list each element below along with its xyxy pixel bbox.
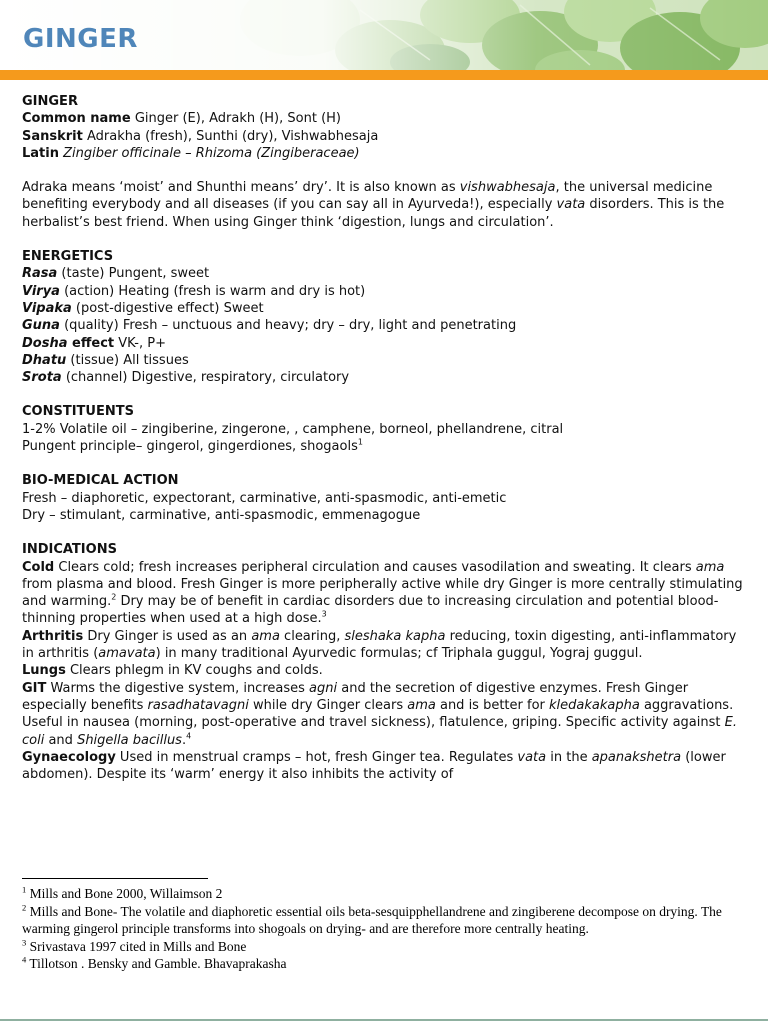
footnote-text: Mills and Bone- The volatile and diaphoretic essential oils beta-sesquipphellandrene and zingiberene decompose on drying. The warming gingerol principle transforms into shogoals on drying- and are therefore more centrally heating. xyxy=(22,903,722,937)
footnote-text: Srivastava 1997 cited in Mills and Bone xyxy=(26,938,247,954)
indication-label: Gynaecology xyxy=(22,749,116,765)
sanskrit-label: Sanskrit xyxy=(22,128,83,144)
latin-label: Latin xyxy=(22,145,59,161)
indication-text: Warms the digestive system, increases xyxy=(46,680,310,696)
page-header xyxy=(0,0,768,70)
indication-label: Cold xyxy=(22,559,55,575)
indication-text: and the secretion of digestive enzymes. Fresh Ginger especially benefits xyxy=(22,680,689,713)
energetics-item xyxy=(22,335,752,352)
indication-git xyxy=(22,680,752,749)
intro-term: vishwabhesaja xyxy=(459,180,556,196)
latin-name-line xyxy=(22,145,752,162)
header-accent-bar xyxy=(0,70,768,80)
indication-term: agni xyxy=(309,680,338,696)
energetics-item xyxy=(22,317,752,334)
energetics-value: (taste) Pungent, sweet xyxy=(57,266,210,282)
section-heading-ginger: GINGER xyxy=(22,94,78,109)
section-heading-biomedical: BIO-MEDICAL ACTION xyxy=(22,473,179,489)
energetics-item xyxy=(22,283,752,300)
indication-lungs xyxy=(22,662,752,679)
indication-text: ) in many traditional Ayurvedic formulas; cf Triphala guggul, Yograj guggul. xyxy=(155,646,643,662)
biomedical-line: Dry – stimulant, carminative, anti-spasmodic, emmenagogue xyxy=(22,507,421,523)
intro-term: vata xyxy=(556,197,586,213)
section-heading-energetics: ENERGETICS xyxy=(22,249,114,265)
latin-value: Zingiber officinale – Rhizoma (Zingiberaceae) xyxy=(63,145,360,161)
indication-term: ama xyxy=(251,628,280,644)
constituents-text: Pungent principle– gingerol, gingerdiones, shogaols xyxy=(22,439,358,455)
indication-term: kledakakapha xyxy=(549,697,640,713)
energetics-item xyxy=(22,265,752,282)
indication-cold xyxy=(22,559,752,628)
intro-text: disorders. This is the herbalist’s best friend. When using Ginger think ‘digestion, lungs and circulation’. xyxy=(22,197,725,230)
indication-label: GIT xyxy=(22,680,47,696)
footnote-number: 4 xyxy=(22,954,27,965)
energetics-label: Srota xyxy=(22,370,62,386)
footnote-ref: 4 xyxy=(186,731,192,741)
energetics-item xyxy=(22,352,752,369)
energetics-label: Guna xyxy=(22,318,60,334)
energetics-label: Dhatu xyxy=(22,352,67,368)
footnote-ref: 3 xyxy=(321,610,327,620)
indication-text: while dry Ginger clears xyxy=(248,697,408,713)
indication-term: sleshaka kapha xyxy=(344,628,446,644)
intro-text: , the universal medicine benefiting everybody and all diseases (if you can say all in Ayurveda!), especially xyxy=(22,180,713,213)
energetics-value: (channel) Digestive, respiratory, circulatory xyxy=(61,370,350,386)
energetics-item xyxy=(22,369,752,386)
indication-text: aggravations. Useful in nausea (morning, post-operative and travel sickness), flatulence, griping. Specific activity against xyxy=(22,697,734,731)
constituents-line xyxy=(22,438,752,455)
energetics-value: VK-, P+ xyxy=(114,335,166,351)
energetics-value: (quality) Fresh – unctuous and heavy; dry – dry, light and penetrating xyxy=(59,318,517,334)
footnote-item xyxy=(22,955,742,973)
monograph-body xyxy=(22,93,752,783)
section-heading-indications: INDICATIONS xyxy=(22,542,117,558)
indication-text: Dry may be of benefit in cardiac disorders due to increasing circulation and potential blood-thinning properties when used at a high dose. xyxy=(22,594,719,627)
indication-term: ama xyxy=(695,559,725,575)
indication-term: amavata xyxy=(98,646,156,662)
common-name-line xyxy=(22,110,752,127)
energetics-label: Rasa xyxy=(22,266,58,282)
constituents-line: 1-2% Volatile oil – zingiberine, zingerone, , camphene, borneol, phellandrene, citral xyxy=(22,421,564,437)
indication-text: Dry Ginger is used as an xyxy=(83,628,252,644)
energetics-value: (action) Heating (fresh is warm and dry is hot) xyxy=(59,283,366,299)
energetics-label: Dosha xyxy=(22,335,68,351)
page-bottom-rule xyxy=(0,1019,768,1021)
indication-text: and is better for xyxy=(435,697,550,713)
energetics-label: Vipaka xyxy=(22,300,72,316)
intro-text: Adraka means ‘moist’ and Shunthi means’ dry’. It is also known as xyxy=(22,180,460,196)
indication-text: in the xyxy=(546,749,592,765)
indication-gynaecology xyxy=(22,749,752,784)
footnote-separator xyxy=(22,878,208,879)
common-name-value: Ginger (E), Adrakh (H), Sont (H) xyxy=(134,111,341,127)
footnote-text: Mills and Bone 2000, Willaimson 2 xyxy=(26,886,223,901)
footnote-item xyxy=(22,885,742,903)
sanskrit-value: Adrakha (fresh), Sunthi (dry), Vishwabhesaja xyxy=(87,128,379,144)
footnote-item xyxy=(22,903,742,938)
indication-label: Arthritis xyxy=(22,628,84,644)
indication-text: Used in menstrual cramps – hot, fresh Ginger tea. Regulates xyxy=(115,749,518,765)
section-heading-constituents: CONSTITUENTS xyxy=(22,404,134,420)
indication-label: Lungs xyxy=(22,663,66,679)
energetics-value: (post-digestive effect) Sweet xyxy=(71,300,264,316)
energetics-label: Virya xyxy=(22,283,60,299)
biomedical-line: Fresh – diaphoretic, expectorant, carminative, anti-spasmodic, anti-emetic xyxy=(22,490,507,506)
footnotes xyxy=(22,885,742,973)
indication-term: E. coli xyxy=(22,715,737,748)
page-title: GINGER xyxy=(23,24,138,54)
footnote-ref: 1 xyxy=(357,437,363,447)
footnote-item xyxy=(22,938,742,956)
indication-text: Clears phlegm in KV coughs and colds. xyxy=(65,663,323,679)
footnote-ref: 2 xyxy=(111,592,117,602)
energetics-item xyxy=(22,300,752,317)
indication-text: Clears cold; fresh increases peripheral circulation and causes vasodilation and sweating. It clears xyxy=(54,559,696,575)
common-name-label: Common name xyxy=(22,111,131,127)
indication-text: . xyxy=(181,732,187,748)
indication-term: apanakshetra xyxy=(591,749,682,765)
energetics-value: (tissue) All tissues xyxy=(66,352,189,368)
indication-text: (lower abdomen). Despite its ‘warm’ energy it also inhibits the activity of xyxy=(22,749,726,783)
indication-term: rasadhatavagni xyxy=(147,697,249,713)
indication-term: vata xyxy=(517,749,547,765)
footnote-number: 2 xyxy=(22,902,27,913)
indication-text: clearing, xyxy=(279,628,345,644)
indication-arthritis xyxy=(22,628,752,663)
indication-text: from plasma and blood. Fresh Ginger is more peripherally active while dry Ginger is more centrally stimulating and warming. xyxy=(22,576,743,610)
indication-text: and xyxy=(44,732,78,748)
energetics-label-suffix: effect xyxy=(67,335,115,351)
indication-text: reducing, toxin digesting, anti-inflammatory in arthritis ( xyxy=(22,628,737,662)
footnote-number: 1 xyxy=(22,884,27,895)
footnote-number: 3 xyxy=(22,937,27,948)
indication-term: Shigella bacillus xyxy=(77,732,182,748)
intro-paragraph xyxy=(22,179,752,231)
footnote-text: Tillotson . Bensky and Gamble. Bhavaprakasha xyxy=(26,956,287,972)
indication-term: ama xyxy=(407,697,436,713)
sanskrit-name-line xyxy=(22,128,752,145)
